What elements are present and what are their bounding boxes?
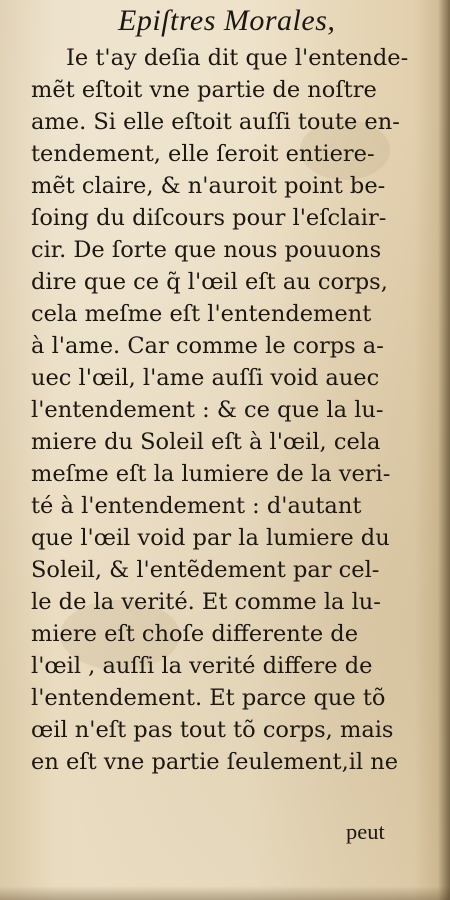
text-line: en eſt vne partie ſeulement,il ne [31,749,399,775]
text-line: té à l'entendement : d'autant [31,493,362,519]
text-line: miere eſt choſe differente de [31,621,359,647]
running-head: Epiſtres Morales, [118,4,336,37]
text-line: l'entendement : & ce que la lu- [31,397,384,423]
text-line: mẽt claire, & n'auroit point be- [31,173,386,199]
text-line: dire que ce q̃ l'œil eſt au corps, [31,269,388,295]
text-line: le de la verité. Et comme la lu- [31,589,381,615]
text-line: ame. Si elle eſtoit auſſi toute en- [31,109,400,135]
page-bottom-shadow [0,886,450,900]
text-line: meſme eſt la lumiere de la veri- [31,461,391,487]
text-line: l'œil , auſſi la verité differe de [31,653,373,679]
text-line: Ie t'ay deſia dit que l'entende- [66,45,409,71]
text-line: uec l'œil, l'ame auſſi void auec [31,365,380,391]
text-line: cela meſme eſt l'entendement [31,301,372,327]
text-line: que l'œil void par la lumiere du [31,525,390,551]
text-line: Soleil, & l'entẽdement par cel- [31,557,380,583]
text-line: œil n'eſt pas tout tõ corps, mais [31,717,394,743]
text-line: mẽt eſtoit vne partie de noſtre [31,77,377,103]
catchword: peut [346,819,385,844]
body-text [31,42,416,778]
text-line: à l'ame. Car comme le corps a- [31,333,384,359]
text-line: ſoing du diſcours pour l'eſclair- [31,205,387,231]
text-line: tendement, elle ſeroit entiere- [31,141,375,167]
text-line: cir. De ſorte que nous pouuons [31,237,382,263]
text-line: miere du Soleil eſt à l'œil, cela [31,429,381,455]
text-line: l'entendement. Et parce que tõ [31,685,386,711]
page-edge-shadow [438,0,450,900]
